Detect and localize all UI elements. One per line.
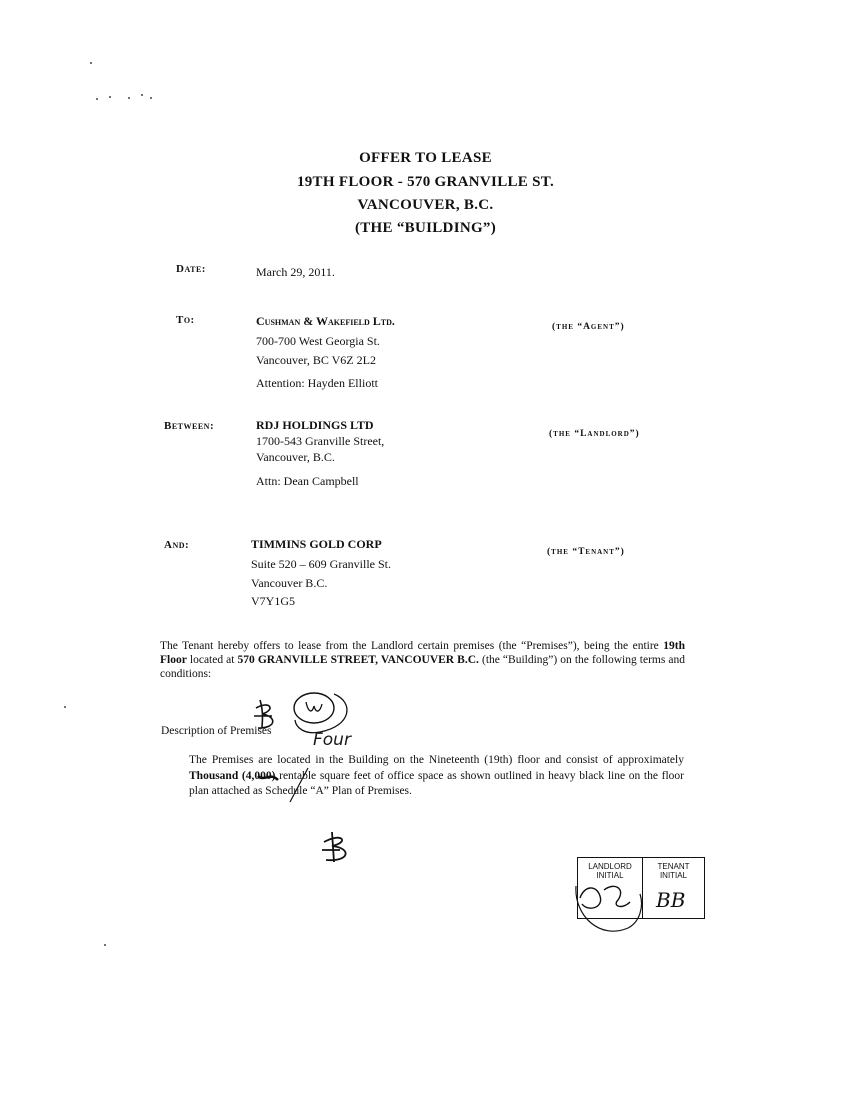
premises-area: Thousand (4,000): [189, 769, 276, 782]
landlord-role: (the “Landlord”): [549, 429, 640, 439]
intro-text-part1: The Tenant hereby offers to lease from the Landlord certain premises (the “Premises”), being the entire: [160, 640, 664, 652]
agent-address-line1: 700-700 West Georgia St.: [256, 334, 380, 348]
landlord-address-line2: Vancouver, B.C.: [256, 450, 335, 464]
landlord-initial-label: LANDLORD INITIAL: [588, 862, 632, 880]
scan-speck: [128, 97, 130, 99]
tenant-initial-label: TENANT INITIAL: [657, 862, 690, 880]
scan-speck: [141, 94, 143, 96]
intro-text-part3: (the “Building”) on the following terms and conditions:: [160, 654, 685, 680]
premises-heading: Description of Premises: [161, 725, 272, 737]
intro-address: 570 GRANVILLE STREET, VANCOUVER B.C.: [237, 654, 479, 666]
landlord-initial-signature: [570, 876, 650, 938]
scan-speck: [150, 97, 152, 99]
initials-box: [577, 857, 705, 919]
scan-speck: [104, 944, 106, 946]
tenant-address-line1: Suite 520 – 609 Granville St.: [251, 557, 391, 571]
handwritten-correction: Four: [313, 730, 351, 750]
between-label: Between:: [164, 420, 215, 432]
tenant-name: TIMMINS GOLD CORP: [251, 537, 382, 551]
document-title: OFFER TO LEASE: [359, 150, 492, 166]
building-floor-address: 19TH FLOOR - 570 GRANVILLE ST.: [296, 174, 555, 190]
landlord-attention: Attn: Dean Campbell: [256, 474, 359, 488]
scan-speck: [64, 706, 66, 708]
premises-text-part1: The Premises are located in the Building on the Nineteenth (19th) floor and consist of approximately: [189, 754, 684, 766]
scan-speck: [96, 98, 98, 100]
intro-text-part2: located at: [186, 654, 238, 666]
agent-name: Cushman & Wakefield Ltd.: [256, 314, 395, 328]
agent-address-line2: Vancouver, BC V6Z 2L2: [256, 353, 376, 367]
scan-speck: [90, 62, 92, 64]
intro-floor: 19th Floor: [160, 640, 685, 666]
handwritten-initial-bottom: [320, 828, 360, 868]
landlord-name: RDJ HOLDINGS LTD: [256, 418, 374, 432]
agent-role: (the “Agent”): [552, 322, 625, 332]
premises-text-part2: rentable square feet of office space as shown outlined in heavy black line on the floor plan attached as Schedule “A” Plan of Premises.: [189, 769, 685, 797]
tenant-address-line3: V7Y1G5: [251, 594, 295, 608]
tenant-role: (the “Tenant”): [547, 547, 625, 557]
and-label: And:: [164, 539, 190, 551]
tenant-initial-signature: BB: [656, 888, 686, 912]
strikethrough-mark: [248, 768, 328, 808]
scan-speck: [109, 96, 111, 98]
intro-paragraph: [160, 639, 685, 681]
building-defined-term: (THE “BUILDING”): [354, 220, 497, 236]
date-value: March 29, 2011.: [256, 265, 335, 279]
landlord-address-line1: 1700-543 Granville Street,: [256, 434, 385, 448]
date-label: Date:: [176, 263, 206, 275]
agent-attention: Attention: Hayden Elliott: [256, 376, 378, 390]
tenant-address-line2: Vancouver B.C.: [251, 576, 328, 590]
city-province: VANCOUVER, B.C.: [357, 197, 494, 213]
to-label: To:: [176, 314, 195, 326]
